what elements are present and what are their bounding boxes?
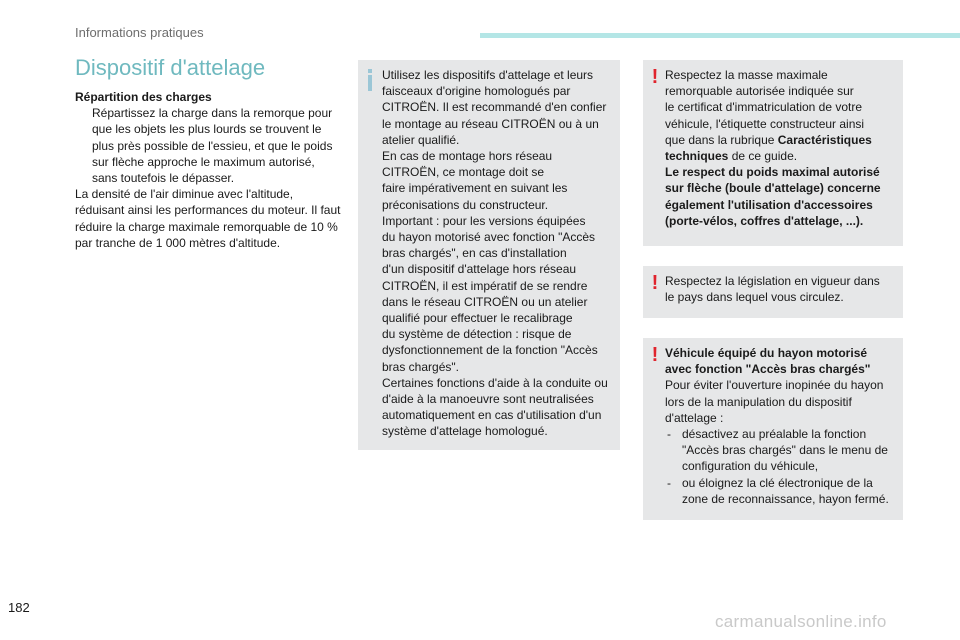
- dash-item-line: désactivez au préalable la fonction: [682, 427, 867, 442]
- info-box-text: [382, 67, 614, 440]
- info-line: bras chargés", en cas d'installation: [382, 246, 567, 261]
- info-line: dysfonctionnement de la fonction "Accès: [382, 343, 598, 358]
- warning-bold-line: Véhicule équipé du hayon motorisé: [665, 346, 868, 360]
- info-line: CITROËN, ce montage doit se: [382, 165, 545, 180]
- info-line: dans le réseau CITROËN ou un atelier: [382, 294, 588, 309]
- warning-bold-line: avec fonction "Accès bras chargés": [665, 362, 871, 377]
- warning-line: Respectez la législation en vigueur dans: [665, 274, 880, 288]
- warning-line: remorquable autorisée indiquée sur: [665, 84, 854, 99]
- dash-list-item: [665, 475, 897, 507]
- section-header: Informations pratiques: [75, 25, 204, 40]
- info-line: d'aide à la manoeuvre sont neutralisées: [382, 392, 594, 407]
- page-number: 182: [8, 600, 30, 615]
- warning-line: d'attelage :: [665, 410, 724, 425]
- warning-text: que dans la rubrique: [665, 132, 778, 147]
- warning-box-powered-tailgate: [643, 338, 903, 520]
- warning-text: de ce guide.: [728, 149, 798, 164]
- warning-bold-text: techniques: [665, 149, 729, 164]
- warning-line: [665, 148, 897, 164]
- info-line: du système de détection : risque de: [382, 327, 572, 342]
- info-line: faisceaux d'origine homologués par: [382, 84, 571, 99]
- info-line: CITROËN, il est impératif de se rendre: [382, 278, 588, 293]
- altitude-paragraph: La densité de l'air diminue avec l'altitude, réduisant ainsi les performances du moteur. Il faut réduire la charge maximale remorquable de 10 % par tranche de 1 000 mètres d'altitude.: [75, 187, 341, 250]
- info-line: Certaines fonctions d'aide à la conduite ou: [382, 375, 608, 390]
- info-line: préconisations du constructeur.: [382, 197, 549, 212]
- warning-exclamation-icon: !: [651, 272, 659, 294]
- warning-bold-line: Le respect du poids maximal autorisé: [665, 165, 880, 180]
- info-line: le montage au réseau CITROËN ou à un: [382, 116, 599, 131]
- bullet-text: Répartissez la charge dans la remorque pour que les objets les plus lourds se trouvent le plus près possible de l'essieu, et que le poids sur flèche approche le maximum autorisé, sans toutefois le dépasser.: [92, 106, 333, 186]
- warning-line: véhicule, l'étiquette constructeur ainsi: [665, 116, 865, 131]
- info-line: qualifié pour effectuer le recalibrage: [382, 311, 573, 326]
- warning-line: Pour éviter l'ouverture inopinée du hayon: [665, 378, 884, 393]
- warning-line: [665, 132, 897, 148]
- warning-line: Respectez la masse maximale: [665, 68, 828, 82]
- dash-item-line: "Accès bras chargés" dans le menu de: [682, 443, 888, 458]
- info-line: En cas de montage hors réseau: [382, 149, 553, 164]
- dash-item-line: zone de reconnaissance, hayon fermé.: [682, 491, 889, 506]
- warning-bold-line: sur flèche (boule d'attelage) concerne: [665, 181, 881, 196]
- info-line: atelier qualifié.: [382, 132, 460, 147]
- warning-exclamation-icon: !: [651, 344, 659, 366]
- info-line: Important : pour les versions équipées: [382, 213, 586, 228]
- warning-line: le certificat d'immatriculation de votre: [665, 100, 863, 115]
- warning-box-towing-mass: [643, 60, 903, 246]
- bullet-item: [75, 105, 343, 186]
- dash-mark: -: [667, 427, 671, 442]
- info-line: Utilisez les dispositifs d'attelage et leurs: [382, 68, 594, 82]
- warning-line: lors de la manipulation du dispositif: [665, 394, 852, 409]
- dash-item-line: ou éloignez la clé électronique de la: [682, 475, 873, 490]
- watermark: carmanualsonline.info: [715, 612, 887, 631]
- warning-bold-line: (porte-vélos, coffres d'attelage, ...).: [665, 213, 864, 228]
- info-line: d'un dispositif d'attelage hors réseau: [382, 262, 577, 277]
- warning-bold-text: Caractéristiques: [777, 132, 872, 147]
- info-line: automatiquement en cas d'utilisation d'un: [382, 408, 602, 423]
- subheading-load-distribution: Répartition des charges: [75, 90, 212, 104]
- warning-bold-line: également l'utilisation d'accessoires: [665, 197, 873, 212]
- page-title: Dispositif d'attelage: [75, 55, 266, 80]
- info-line: faire impérativement en suivant les: [382, 181, 568, 196]
- info-box: [358, 60, 620, 450]
- warning-exclamation-icon: !: [651, 66, 659, 88]
- info-line: CITROËN. Il est recommandé d'en confier: [382, 100, 607, 115]
- info-line: système d'attelage homologué.: [382, 424, 548, 439]
- info-icon: [365, 69, 375, 91]
- dash-list-item: [665, 426, 897, 475]
- info-line: bras chargés".: [382, 359, 459, 374]
- info-line: du hayon motorisé avec fonction "Accès: [382, 230, 596, 245]
- warning-line: le pays dans lequel vous circulez.: [665, 290, 844, 305]
- left-column: [75, 89, 343, 251]
- header-accent-bar: [480, 33, 960, 38]
- dash-mark: -: [667, 475, 671, 490]
- warning-box-legislation: [643, 266, 903, 318]
- dash-item-line: configuration du véhicule,: [682, 459, 819, 474]
